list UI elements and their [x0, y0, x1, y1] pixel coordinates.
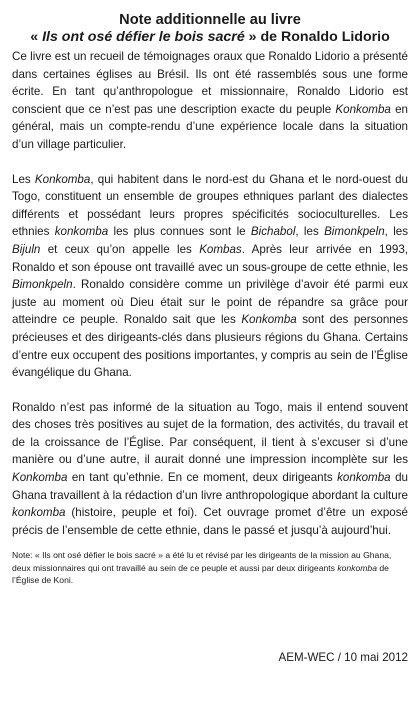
subtitle-author: » de Ronaldo Lidorio	[244, 29, 390, 45]
italic-term: konkomba	[337, 562, 377, 573]
text-run: du Ghana travaillent à la rédaction d’un livre anthropologique abordant la culture	[12, 471, 408, 502]
paragraph-2	[12, 171, 408, 382]
text-run: de l’Église de Koni.	[12, 562, 389, 585]
text-run: . Après leur arrivée en 1993, Ronaldo et son épouse ont travaillé avec un sous-groupe de cette ethnie, les	[12, 242, 408, 274]
italic-term: Bijuln	[12, 242, 41, 256]
text-run: sont des personnes précieuses et des dirigeants-clés dans plusieurs régions du Ghana. Certains d’entre eux occupent des positions importantes, y compris au sein de l’Église évangélique du Ghana.	[12, 313, 409, 380]
italic-term: Konkomba	[335, 102, 391, 116]
text-run: , les	[384, 225, 409, 239]
paragraph-1	[12, 48, 408, 154]
text-run: , qui habitent dans le nord-est du Ghana et le nord-ouest du Togo, constituent un ensemble de groupes ethniques parlant des dialectes différents et possédant leurs propres spécificités socioculturelles. Les ethnies	[12, 172, 408, 239]
italic-term: Kombas	[199, 242, 242, 256]
text-run: Ce livre est un recueil de témoignages oraux que Ronaldo Lidorio a présenté dans certaines églises au Brésil. Ils ont été rassemblés sous une forme écrite. En tant qu’anthropologue et missionnaire, Ronaldo Lidorio est conscient que ce n’est pas une description exacte du peuple	[12, 50, 408, 116]
italic-term: konkomba	[12, 506, 66, 520]
text-run: . Ronaldo considère comme un privilège d’avoir été parmi eux juste au moment où Dieu était sur le point de répandre sa grâce pour atteindre ce peuple. Ronaldo sait que les	[12, 278, 408, 327]
text-run: , les	[295, 225, 325, 239]
italic-term: konkomba	[54, 225, 109, 239]
italic-term: Bichabol	[250, 225, 296, 239]
text-run: (histoire, peuple et foi). Cet ouvrage promet d’être un exposé précis de l’ensemble de cette ethnie, dans le passé et jusqu’à aujourd’hui.	[12, 506, 408, 537]
text-run: en tant qu’ethnie. En ce moment, deux dirigeants	[67, 471, 338, 485]
italic-term: Bimonkpeln	[12, 278, 73, 292]
italic-term: Konkomba	[241, 313, 297, 327]
text-run: Les	[12, 172, 35, 186]
subtitle-open-quote: «	[30, 29, 43, 45]
text-run: et ceux qu’on appelle les	[40, 242, 200, 256]
italic-term: Konkomba	[12, 471, 68, 485]
italic-term: konkomba	[337, 471, 391, 485]
footnote	[12, 549, 408, 586]
italic-term: Konkomba	[34, 172, 91, 186]
text-run: Note: « Ils ont osé défier le bois sacré » a été lu et révisé par les dirigeants de la mission au Ghana, deux missionnaires qui ont travaillé au sein de ce peuple et aussi par deux dirigeants	[12, 550, 392, 573]
document-body	[12, 48, 408, 539]
text-run: Ronaldo n’est pas informé de la situation au Togo, mais il entend souvent des choses très positives au sujet de la formation, des activités, du travail et de la croissance de l’Église. Par conséquent, il tient à s’excuser si d’une manière ou d’une autre, il aurait donné une impression incomplète sur les	[12, 400, 408, 467]
text-run: en général, mais un compte-rendu d’une expérience locale dans la situation d’un village particulier.	[12, 102, 408, 151]
page-title: Note additionnelle au livre	[119, 12, 301, 28]
page-subtitle	[12, 29, 408, 46]
paragraph-3	[12, 399, 408, 540]
italic-term: Bimonkpeln	[324, 225, 385, 239]
text-run: les plus connues sont le	[108, 225, 251, 239]
footer-signature: AEM-WEC / 10 mai 2012	[278, 651, 408, 664]
book-title: Ils ont osé défier le bois sacré	[42, 29, 245, 45]
